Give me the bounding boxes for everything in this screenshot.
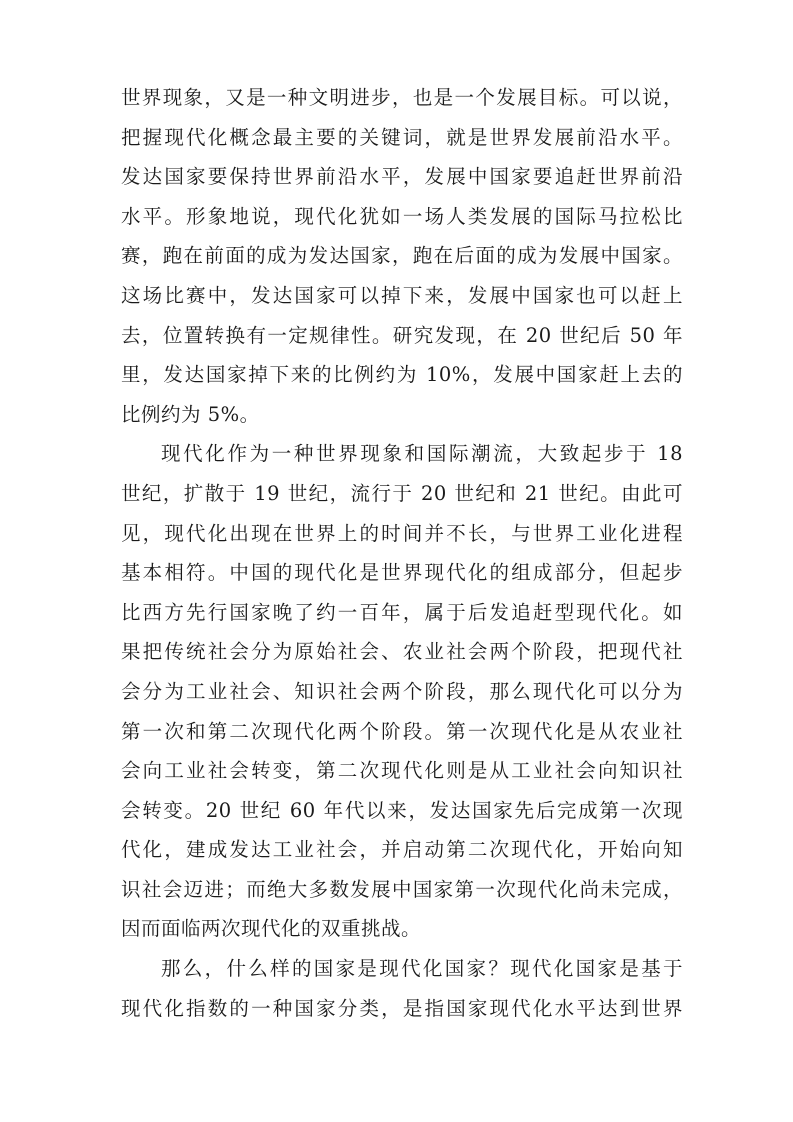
text-line: 识社会迈进；而绝大多数发展中国家第一次现代化尚未完成， (121, 877, 683, 901)
text-line: 代化，建成发达工业社会，并启动第二次现代化，开始向知 (121, 838, 683, 862)
paragraph-1 (121, 78, 683, 434)
text-line: 把握现代化概念最主要的关键词，就是世界发展前沿水平。 (121, 125, 683, 149)
text-line: 这场比赛中，发达国家可以掉下来，发展中国家也可以赶上 (121, 283, 683, 307)
text-line: 见，现代化出现在世界上的时间并不长，与世界工业化进程 (121, 521, 683, 545)
paragraph-3 (121, 949, 683, 1028)
text-line: 现代化指数的一种国家分类，是指国家现代化水平达到世界 (121, 996, 683, 1020)
text-line: 会转变。20 世纪 60 年代以来，发达国家先后完成第一次现 (121, 798, 683, 822)
text-line: 现代化作为一种世界现象和国际潮流，大致起步于 18 (161, 442, 683, 466)
text-line: 赛，跑在前面的成为发达国家，跑在后面的成为发展中国家。 (121, 244, 683, 268)
text-line: 世纪，扩散于 19 世纪，流行于 20 世纪和 21 世纪。由此可 (121, 481, 683, 505)
text-line: 会分为工业社会、知识社会两个阶段，那么现代化可以分为 (121, 679, 683, 703)
text-line: 去，位置转换有一定规律性。研究发现，在 20 世纪后 50 年 (121, 323, 683, 347)
text-line: 水平。形象地说，现代化犹如一场人类发展的国际马拉松比 (121, 204, 683, 228)
paragraph-2 (121, 434, 683, 949)
text-line: 比西方先行国家晚了约一百年，属于后发追赶型现代化。如 (121, 600, 683, 624)
text-line: 里，发达国家掉下来的比例约为 10%，发展中国家赶上去的 (121, 363, 683, 387)
text-line: 世界现象，又是一种文明进步，也是一个发展目标。可以说， (121, 86, 683, 109)
text-line: 第一次和第二次现代化两个阶段。第一次现代化是从农业社 (121, 719, 683, 743)
text-line: 会向工业社会转变，第二次现代化则是从工业社会向知识社 (121, 759, 683, 783)
body-text (121, 78, 683, 1028)
text-line: 果把传统社会分为原始社会、农业社会两个阶段，把现代社 (121, 640, 683, 664)
text-line: 因而面临两次现代化的双重挑战。 (121, 917, 422, 941)
text-line: 基本相符。中国的现代化是世界现代化的组成部分，但起步 (121, 561, 683, 585)
text-line: 那么，什么样的国家是现代化国家？现代化国家是基于 (161, 957, 683, 981)
text-line: 比例约为 5%。 (121, 402, 260, 426)
text-line: 发达国家要保持世界前沿水平，发展中国家要追赶世界前沿 (121, 165, 683, 189)
